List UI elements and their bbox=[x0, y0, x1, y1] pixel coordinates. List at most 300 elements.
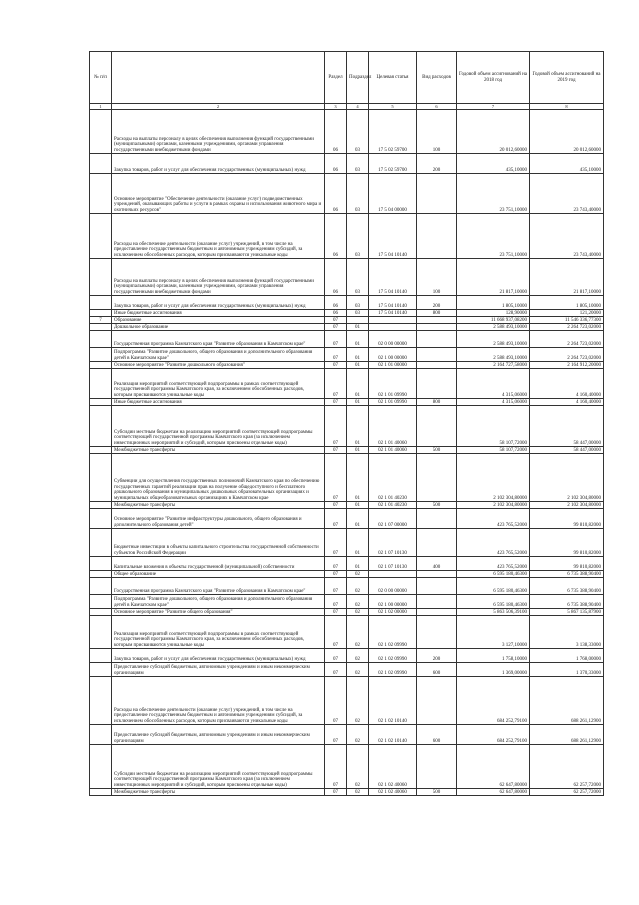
row-vol-2019: 2 264 723,02000 bbox=[530, 324, 604, 331]
row-vol-2019: 58 447,00000 bbox=[530, 406, 604, 447]
row-subsection: 02 bbox=[347, 789, 369, 796]
row-section: 07 bbox=[325, 725, 347, 745]
row-target: 02 1 01 00000 bbox=[369, 362, 417, 369]
row-vol-2018: 58 107,72000 bbox=[457, 447, 530, 454]
row-subsection bbox=[347, 317, 369, 324]
row-expense-type: 200 bbox=[417, 296, 457, 310]
row-vol-2018: 423 765,52000 bbox=[457, 529, 530, 557]
row-subsection: 03 bbox=[347, 154, 369, 174]
row-vol-2018: 62 647,80000 bbox=[457, 789, 530, 796]
row-name: Межбюджетные трансферты bbox=[112, 502, 325, 509]
header-vol-2019: Годовой объем ассигнований на 2019 год bbox=[530, 52, 604, 104]
row-subsection: 02 bbox=[347, 595, 369, 609]
row-section: 07 bbox=[325, 369, 347, 399]
row-vol-2018: 21 817,10000 bbox=[457, 259, 530, 296]
row-target: 17 5 04 10140 bbox=[369, 259, 417, 296]
row-expense-type: 400 bbox=[417, 557, 457, 571]
row-subsection: 01 bbox=[347, 447, 369, 454]
table-row bbox=[90, 509, 604, 529]
row-vol-2018: 2 588 493,10000 bbox=[457, 331, 530, 348]
row-name: Закупка товаров, работ и услуг для обеспечения государственных (муниципальных) нужд bbox=[112, 296, 325, 310]
row-name: Межбюджетные трансферты bbox=[112, 447, 325, 454]
row-num bbox=[90, 447, 112, 454]
row-subsection: 01 bbox=[347, 369, 369, 399]
row-subsection: 03 bbox=[347, 214, 369, 259]
row-section: 07 bbox=[325, 677, 347, 725]
row-name: Капитальные вложения в объекты государственной (муниципальной) собственности bbox=[112, 557, 325, 571]
row-expense-type: 100 bbox=[417, 110, 457, 154]
row-subsection: 01 bbox=[347, 331, 369, 348]
row-name: Иные бюджетные ассигнования bbox=[112, 310, 325, 317]
row-subsection: 01 bbox=[347, 502, 369, 509]
row-name: Реализация мероприятий соответствующей подпрограммы в рамках соответствующей государственной программы Камчатского края, за исключением обособленных расходов, которым присваиваются уникальные коды bbox=[112, 616, 325, 649]
row-num bbox=[90, 331, 112, 348]
row-num bbox=[90, 502, 112, 509]
row-expense-type bbox=[417, 745, 457, 789]
row-vol-2018: 20 012,60000 bbox=[457, 110, 530, 154]
row-expense-type bbox=[417, 529, 457, 557]
row-name: Закупка товаров, работ и услуг для обеспечения государственных (муниципальных) нужд bbox=[112, 154, 325, 174]
row-expense-type bbox=[417, 578, 457, 595]
table-row bbox=[90, 616, 604, 649]
table-row bbox=[90, 557, 604, 571]
table-row bbox=[90, 259, 604, 296]
header-subsection: Подраздел bbox=[347, 52, 369, 104]
row-vol-2019: 6 735 388,90400 bbox=[530, 571, 604, 578]
row-subsection: 02 bbox=[347, 609, 369, 616]
table-row bbox=[90, 399, 604, 406]
row-target bbox=[369, 571, 417, 578]
row-expense-type bbox=[417, 362, 457, 369]
row-section: 07 bbox=[325, 663, 347, 677]
row-vol-2019: 21 817,10000 bbox=[530, 259, 604, 296]
row-num bbox=[90, 110, 112, 154]
row-name: Расходы на обеспечение деятельности (оказание услуг) учреждений, в том числе на предоставление государственным бюджетным и автономным учреждениям субсидий, за исключением обособленных расходов, которым присваиваются уникальные коды bbox=[112, 677, 325, 725]
row-target: 02 0 00 00000 bbox=[369, 331, 417, 348]
row-subsection: 03 bbox=[347, 259, 369, 296]
row-section: 07 bbox=[325, 609, 347, 616]
row-expense-type: 200 bbox=[417, 649, 457, 663]
row-num bbox=[90, 399, 112, 406]
table-row bbox=[90, 677, 604, 725]
row-subsection: 02 bbox=[347, 649, 369, 663]
row-vol-2018: 23 751,10000 bbox=[457, 174, 530, 214]
row-expense-type bbox=[417, 677, 457, 725]
row-vol-2018: 128,90000 bbox=[457, 310, 530, 317]
row-section: 07 bbox=[325, 447, 347, 454]
row-vol-2019: 688 261,12900 bbox=[530, 725, 604, 745]
table-row bbox=[90, 663, 604, 677]
row-num bbox=[90, 154, 112, 174]
row-subsection: 02 bbox=[347, 725, 369, 745]
row-num bbox=[90, 259, 112, 296]
row-expense-type: 800 bbox=[417, 310, 457, 317]
row-name: Реализация мероприятий соответствующей подпрограммы в рамках соответствующей государственной программы Камчатского края, за исключением обособленных расходов, которым присваиваются уникальные коды bbox=[112, 369, 325, 399]
row-vol-2019: 1 805,10000 bbox=[530, 296, 604, 310]
row-section: 06 bbox=[325, 296, 347, 310]
row-num bbox=[90, 406, 112, 447]
row-section: 07 bbox=[325, 454, 347, 502]
row-section: 06 bbox=[325, 310, 347, 317]
header-name bbox=[112, 52, 325, 104]
row-num bbox=[90, 310, 112, 317]
row-section: 07 bbox=[325, 362, 347, 369]
colnum: 4 bbox=[347, 104, 369, 110]
row-name: Предоставление субсидий бюджетным, автономным учреждениям и иным некоммерческим организациям bbox=[112, 725, 325, 745]
row-name: Расходы на обеспечение деятельности (оказание услуг) учреждений, в том числе на предоставление государственным бюджетным и автономным учреждениям субсидий, за исключением обособленных расходов, которым присваиваются уникальные коды bbox=[112, 214, 325, 259]
row-expense-type bbox=[417, 571, 457, 578]
row-name: Основное мероприятие "Развитие инфраструктуры дошкольного, общего образования и дополнительного образования детей" bbox=[112, 509, 325, 529]
row-target: 17 5 04 00000 bbox=[369, 174, 417, 214]
row-target: 02 1 02 10140 bbox=[369, 725, 417, 745]
row-name: Подпрограмма "Развитие дошкольного, общего образования и дополнительного образования детей в Камчатском крае" bbox=[112, 348, 325, 362]
row-section: 07 bbox=[325, 509, 347, 529]
row-name: Предоставление субсидий бюджетным, автономным учреждениям и иным некоммерческим организациям bbox=[112, 663, 325, 677]
table-row bbox=[90, 331, 604, 348]
row-subsection: 01 bbox=[347, 529, 369, 557]
row-target: 02 1 02 10140 bbox=[369, 677, 417, 725]
row-vol-2019: 121,20000 bbox=[530, 310, 604, 317]
table-row bbox=[90, 406, 604, 447]
row-vol-2018: 1 758,10000 bbox=[457, 649, 530, 663]
row-name: Субвенции для осуществления государственных полномочий Камчатского края по обеспечению государственных гарантий реализации прав на получение общедоступного и бесплатного дошкольного образования в муниципальных дошкольных образовательных организациях и муниципальных общеобразовательных организациях в Камчатском крае bbox=[112, 454, 325, 502]
row-subsection: 02 bbox=[347, 616, 369, 649]
row-expense-type bbox=[417, 317, 457, 324]
colnum: 8 bbox=[530, 104, 604, 110]
row-num bbox=[90, 609, 112, 616]
row-section: 07 bbox=[325, 331, 347, 348]
row-target: 02 0 00 00000 bbox=[369, 578, 417, 595]
row-target: 02 1 07 10130 bbox=[369, 557, 417, 571]
row-subsection: 03 bbox=[347, 174, 369, 214]
row-expense-type bbox=[417, 331, 457, 348]
table-header-row bbox=[90, 52, 604, 104]
row-vol-2018: 2 588 493,10000 bbox=[457, 348, 530, 362]
row-name: Основное мероприятие "Развитие дошкольного образования" bbox=[112, 362, 325, 369]
row-num bbox=[90, 745, 112, 789]
row-expense-type: 500 bbox=[417, 447, 457, 454]
row-vol-2019: 3 138,33000 bbox=[530, 616, 604, 649]
row-vol-2019: 2 264 723,02000 bbox=[530, 331, 604, 348]
row-expense-type bbox=[417, 595, 457, 609]
row-section: 07 bbox=[325, 406, 347, 447]
row-expense-type: 600 bbox=[417, 663, 457, 677]
row-subsection: 02 bbox=[347, 571, 369, 578]
row-vol-2018: 23 751,10000 bbox=[457, 214, 530, 259]
row-vol-2019: 23 743,40000 bbox=[530, 214, 604, 259]
row-vol-2018: 58 107,72000 bbox=[457, 406, 530, 447]
row-subsection: 01 bbox=[347, 362, 369, 369]
row-vol-2019: 99 810,82000 bbox=[530, 509, 604, 529]
row-expense-type bbox=[417, 454, 457, 502]
row-vol-2019: 4 160,40000 bbox=[530, 399, 604, 406]
table-row bbox=[90, 502, 604, 509]
row-num bbox=[90, 677, 112, 725]
row-subsection: 02 bbox=[347, 677, 369, 725]
row-target: 02 1 02 00000 bbox=[369, 609, 417, 616]
row-section: 07 bbox=[325, 529, 347, 557]
row-section: 07 bbox=[325, 745, 347, 789]
row-name: Межбюджетные трансферты bbox=[112, 789, 325, 796]
row-num bbox=[90, 296, 112, 310]
row-vol-2018: 4 315,06000 bbox=[457, 369, 530, 399]
row-section: 06 bbox=[325, 174, 347, 214]
row-section: 06 bbox=[325, 214, 347, 259]
row-num bbox=[90, 509, 112, 529]
row-expense-type: 500 bbox=[417, 789, 457, 796]
row-vol-2018: 11 668 937,08200 bbox=[457, 317, 530, 324]
row-num bbox=[90, 454, 112, 502]
row-section: 07 bbox=[325, 502, 347, 509]
row-name: Подпрограмма "Развитие дошкольного, общего образования и дополнительного образования детей в Камчатском крае" bbox=[112, 595, 325, 609]
colnum: 2 bbox=[112, 104, 325, 110]
row-vol-2018: 1 369,00000 bbox=[457, 663, 530, 677]
row-vol-2019: 62 257,72000 bbox=[530, 745, 604, 789]
row-name: Расходы на выплаты персоналу в целях обеспечения выполнения функций государственными (муниципальными) органами, казенными учреждениями, органами управления государственными внебюджетными фондами bbox=[112, 259, 325, 296]
table-row bbox=[90, 310, 604, 317]
table-row bbox=[90, 174, 604, 214]
row-vol-2018: 2 588 493,10000 bbox=[457, 324, 530, 331]
row-expense-type bbox=[417, 616, 457, 649]
row-expense-type bbox=[417, 369, 457, 399]
row-name: Субсидии местным бюджетам на реализацию мероприятий соответствующей подпрограммы соответствующей государственной программы Камчатского края (за исключением инвестиционных мероприятий и субсидий, которым присвоены отдельные коды) bbox=[112, 745, 325, 789]
row-target: 17 5 04 10140 bbox=[369, 310, 417, 317]
row-target: 17 5 02 59700 bbox=[369, 110, 417, 154]
row-section: 07 bbox=[325, 578, 347, 595]
header-section: Раздел bbox=[325, 52, 347, 104]
header-vol-2018: Годовой объем ассигнований на 2018 год bbox=[457, 52, 530, 104]
row-vol-2018: 5 863 506,39100 bbox=[457, 609, 530, 616]
table-row bbox=[90, 324, 604, 331]
row-name: Основное мероприятие "Развитие общего образования" bbox=[112, 609, 325, 616]
table-row bbox=[90, 110, 604, 154]
row-num bbox=[90, 362, 112, 369]
table-row bbox=[90, 529, 604, 557]
table-row bbox=[90, 649, 604, 663]
row-target: 02 1 02 09990 bbox=[369, 616, 417, 649]
row-num bbox=[90, 557, 112, 571]
row-subsection: 03 bbox=[347, 110, 369, 154]
row-num bbox=[90, 663, 112, 677]
row-section: 07 bbox=[325, 557, 347, 571]
row-target: 02 1 00 00000 bbox=[369, 348, 417, 362]
row-name: Бюджетные инвестиции в объекты капитального строительства государственной собственности субъектов Российской Федерации bbox=[112, 529, 325, 557]
row-expense-type bbox=[417, 348, 457, 362]
row-vol-2018: 2 164 727,58000 bbox=[457, 362, 530, 369]
row-target: 17 5 02 59700 bbox=[369, 154, 417, 174]
row-expense-type: 600 bbox=[417, 725, 457, 745]
row-section: 07 bbox=[325, 571, 347, 578]
row-vol-2018: 3 127,10000 bbox=[457, 616, 530, 649]
row-vol-2019: 1 768,00000 bbox=[530, 649, 604, 663]
row-vol-2018: 684 252,79100 bbox=[457, 677, 530, 725]
row-vol-2019: 2 102 304,80000 bbox=[530, 502, 604, 509]
table-row bbox=[90, 745, 604, 789]
row-num bbox=[90, 529, 112, 557]
row-target: 02 1 07 10130 bbox=[369, 529, 417, 557]
row-vol-2018: 1 805,10000 bbox=[457, 296, 530, 310]
row-section: 07 bbox=[325, 348, 347, 362]
row-name: Дошкольное образование bbox=[112, 324, 325, 331]
colnum: 3 bbox=[325, 104, 347, 110]
row-vol-2019: 1 370,33000 bbox=[530, 663, 604, 677]
row-vol-2019: 20 012,60000 bbox=[530, 110, 604, 154]
row-vol-2019: 2 264 723,02000 bbox=[530, 348, 604, 362]
row-vol-2019: 58 447,00000 bbox=[530, 447, 604, 454]
row-vol-2019: 2 102 304,80000 bbox=[530, 454, 604, 502]
row-vol-2019: 62 257,72000 bbox=[530, 789, 604, 796]
header-expense-type: Вид расходов bbox=[417, 52, 457, 104]
row-subsection: 01 bbox=[347, 454, 369, 502]
row-section: 07 bbox=[325, 595, 347, 609]
row-expense-type: 500 bbox=[417, 502, 457, 509]
row-subsection: 01 bbox=[347, 557, 369, 571]
row-name: Государственная программа Камчатского края "Развитие образования в Камчатском крае" bbox=[112, 578, 325, 595]
header-num: № п/п bbox=[90, 52, 112, 104]
row-vol-2018: 684 252,79100 bbox=[457, 725, 530, 745]
budget-table bbox=[89, 51, 604, 796]
row-target: 02 1 01 09990 bbox=[369, 369, 417, 399]
row-section: 06 bbox=[325, 110, 347, 154]
row-section: 07 bbox=[325, 649, 347, 663]
row-num bbox=[90, 324, 112, 331]
row-target: 02 1 01 40060 bbox=[369, 447, 417, 454]
colnum: 7 bbox=[457, 104, 530, 110]
row-target bbox=[369, 317, 417, 324]
table-row bbox=[90, 454, 604, 502]
row-expense-type bbox=[417, 214, 457, 259]
row-num bbox=[90, 214, 112, 259]
table-row bbox=[90, 609, 604, 616]
table-row bbox=[90, 362, 604, 369]
colnum: 6 bbox=[417, 104, 457, 110]
row-vol-2019: 435,10000 bbox=[530, 154, 604, 174]
table-row bbox=[90, 725, 604, 745]
row-vol-2019: 23 743,40000 bbox=[530, 174, 604, 214]
row-target: 17 5 04 10140 bbox=[369, 296, 417, 310]
row-subsection: 01 bbox=[347, 348, 369, 362]
row-expense-type bbox=[417, 406, 457, 447]
row-vol-2018: 423 765,52000 bbox=[457, 557, 530, 571]
row-section: 06 bbox=[325, 154, 347, 174]
table-row bbox=[90, 296, 604, 310]
table-row bbox=[90, 369, 604, 399]
row-vol-2018: 2 102 304,80000 bbox=[457, 454, 530, 502]
row-name: Расходы на выплаты персоналу в целях обеспечения выполнения функций государственными (муниципальными) органами, казенными учреждениями, органами управления государственными внебюджетными фондами bbox=[112, 110, 325, 154]
row-vol-2018: 6 595 180,46300 bbox=[457, 595, 530, 609]
row-num bbox=[90, 725, 112, 745]
row-target: 02 1 02 40060 bbox=[369, 789, 417, 796]
row-vol-2019: 688 261,12900 bbox=[530, 677, 604, 725]
row-vol-2018: 4 315,06000 bbox=[457, 399, 530, 406]
row-section: 07 bbox=[325, 324, 347, 331]
row-expense-type bbox=[417, 324, 457, 331]
row-num bbox=[90, 369, 112, 399]
row-num bbox=[90, 174, 112, 214]
row-num bbox=[90, 578, 112, 595]
row-vol-2019: 6 735 388,90400 bbox=[530, 595, 604, 609]
table-row bbox=[90, 447, 604, 454]
row-vol-2019: 5 867 135,87900 bbox=[530, 609, 604, 616]
row-target: 02 1 07 00000 bbox=[369, 509, 417, 529]
row-target: 02 1 01 40060 bbox=[369, 406, 417, 447]
row-num bbox=[90, 649, 112, 663]
row-target: 02 1 01 40230 bbox=[369, 454, 417, 502]
row-name: Иные бюджетные ассигнования bbox=[112, 399, 325, 406]
row-subsection: 01 bbox=[347, 509, 369, 529]
row-expense-type bbox=[417, 174, 457, 214]
row-num bbox=[90, 348, 112, 362]
row-vol-2019: 2 164 912,20000 bbox=[530, 362, 604, 369]
row-section: 07 bbox=[325, 399, 347, 406]
row-num: 7 bbox=[90, 317, 112, 324]
row-section: 06 bbox=[325, 259, 347, 296]
row-subsection: 01 bbox=[347, 324, 369, 331]
row-subsection: 02 bbox=[347, 578, 369, 595]
row-expense-type bbox=[417, 609, 457, 616]
table-row bbox=[90, 595, 604, 609]
row-vol-2019: 4 160,40000 bbox=[530, 369, 604, 399]
row-target: 17 5 04 10140 bbox=[369, 214, 417, 259]
row-name: Государственная программа Камчатского края "Развитие образования в Камчатском крае" bbox=[112, 331, 325, 348]
row-section: 07 bbox=[325, 616, 347, 649]
table-row bbox=[90, 348, 604, 362]
row-vol-2018: 423 765,52000 bbox=[457, 509, 530, 529]
row-vol-2019: 6 735 388,90400 bbox=[530, 578, 604, 595]
row-name: Закупка товаров, работ и услуг для обеспечения государственных (муниципальных) нужд bbox=[112, 649, 325, 663]
row-expense-type: 800 bbox=[417, 399, 457, 406]
row-vol-2018: 62 647,80000 bbox=[457, 745, 530, 789]
row-section: 07 bbox=[325, 789, 347, 796]
row-vol-2019: 11 546 336,77300 bbox=[530, 317, 604, 324]
table-row bbox=[90, 154, 604, 174]
row-subsection: 01 bbox=[347, 406, 369, 447]
row-section: 07 bbox=[325, 317, 347, 324]
row-subsection: 02 bbox=[347, 663, 369, 677]
table-row bbox=[90, 571, 604, 578]
row-name: Основное мероприятие "Обеспечение деятельности (оказание услуг) подведомственных учреждений, оказывающих работы и услуги в рамках охраны и использования животного мира и охотничьих ресурсов" bbox=[112, 174, 325, 214]
row-target: 02 1 00 00000 bbox=[369, 595, 417, 609]
colnum: 1 bbox=[90, 104, 112, 110]
row-vol-2019: 99 810,82000 bbox=[530, 529, 604, 557]
row-num bbox=[90, 616, 112, 649]
row-vol-2018: 6 595 180,46300 bbox=[457, 571, 530, 578]
row-expense-type: 200 bbox=[417, 154, 457, 174]
table-row bbox=[90, 789, 604, 796]
row-subsection: 03 bbox=[347, 296, 369, 310]
row-name: Субсидии местным бюджетам на реализацию мероприятий соответствующей подпрограммы соответствующей государственной программы Камчатского края (за исключением инвестиционных мероприятий и субсидий, которым присвоены отдельные коды) bbox=[112, 406, 325, 447]
row-name: Общее образование bbox=[112, 571, 325, 578]
row-vol-2019: 99 810,82000 bbox=[530, 557, 604, 571]
row-target: 02 1 02 40060 bbox=[369, 745, 417, 789]
row-target: 02 1 02 09990 bbox=[369, 649, 417, 663]
header-target: Целевая статья bbox=[369, 52, 417, 104]
row-vol-2018: 6 595 180,46300 bbox=[457, 578, 530, 595]
colnum: 5 bbox=[369, 104, 417, 110]
row-subsection: 03 bbox=[347, 310, 369, 317]
table-row bbox=[90, 214, 604, 259]
row-num bbox=[90, 571, 112, 578]
row-vol-2018: 435,10000 bbox=[457, 154, 530, 174]
row-subsection: 02 bbox=[347, 745, 369, 789]
row-target: 02 1 01 09990 bbox=[369, 399, 417, 406]
row-num bbox=[90, 789, 112, 796]
row-subsection: 01 bbox=[347, 399, 369, 406]
table-row bbox=[90, 317, 604, 324]
row-vol-2018: 2 102 304,80000 bbox=[457, 502, 530, 509]
row-name: Образование bbox=[112, 317, 325, 324]
row-target bbox=[369, 324, 417, 331]
